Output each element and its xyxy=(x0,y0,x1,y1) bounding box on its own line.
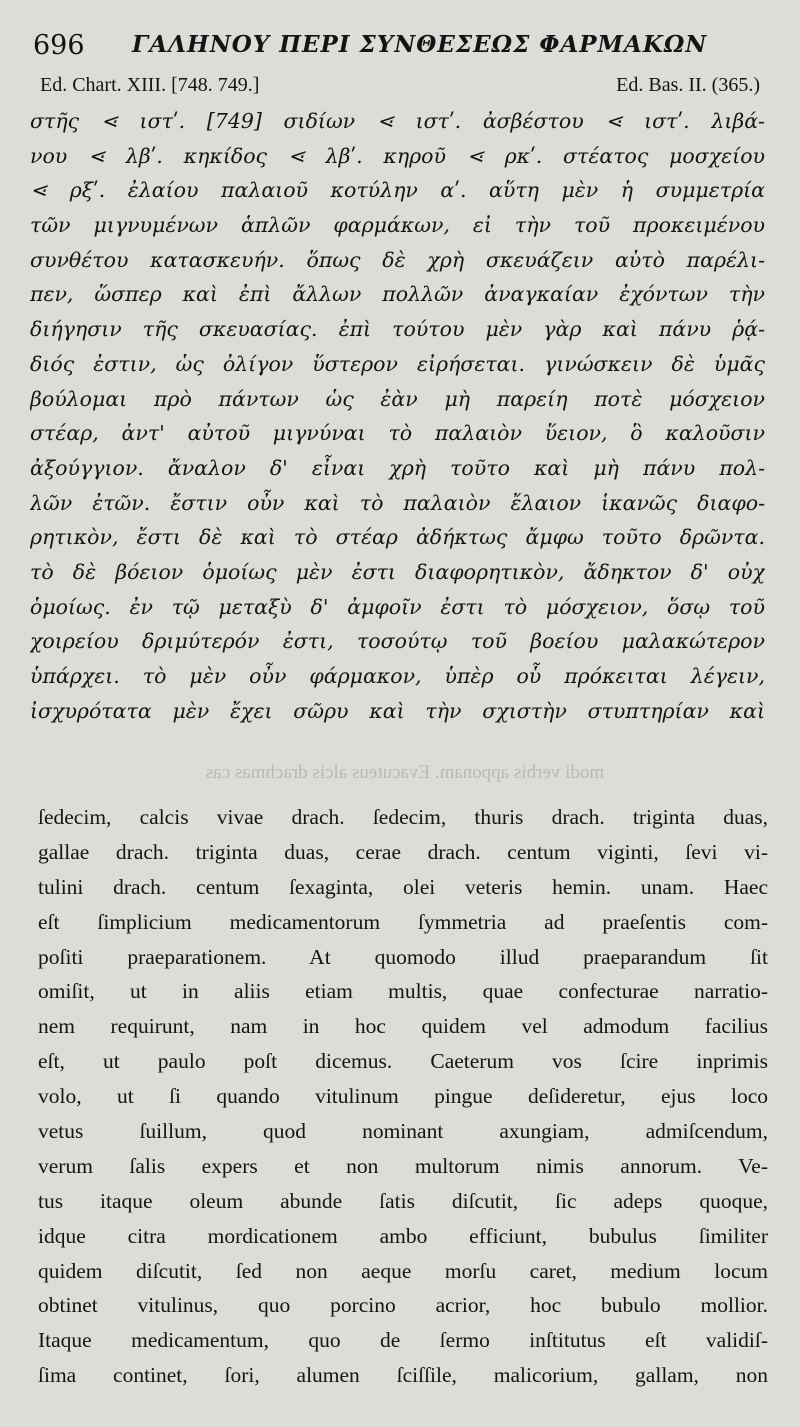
edition-references xyxy=(0,74,800,104)
latin-text-line: tulini drach. centum ſexaginta, olei veteris hemin. unam. Haec xyxy=(38,874,768,899)
latin-text-line: tus itaque oleum abunde ſatis diſcutit, ſic adeps quoque, xyxy=(38,1188,768,1213)
greek-text-line: διήγησιν τῆς σκευασίας. ἐπὶ τούτου μὲν γὰρ καὶ πάνυ ῥᾴ- xyxy=(30,317,765,342)
greek-text-line: πεν, ὥσπερ καὶ ἐπὶ ἄλλων πολλῶν ἀναγκαίαν ἐχόντων τὴν xyxy=(30,282,765,307)
page-header xyxy=(0,0,800,70)
greek-text-line: ρητικὸν, ἔστι δὲ καὶ τὸ στέαρ ἀδήκτως ἄμφω τοῦτο δρῶντα. xyxy=(30,525,765,550)
greek-text-line: στέαρ, ἀντ' αὐτοῦ μιγνύναι τὸ παλαιὸν ὕειον, ὃ καλοῦσιν xyxy=(30,421,765,446)
greek-text-line: ἀξούγγιον. ἄναλον δ' εἶναι χρὴ τοῦτο καὶ μὴ πάνυ πολ- xyxy=(30,455,765,480)
latin-text-line: nem requirunt, nam in hoc quidem vel admodum facilius xyxy=(38,1014,768,1039)
greek-text-line: στῆς ⋖ ιστʹ. [749] σιδίων ⋖ ιστʹ. ἀσβέστου ⋖ ιστʹ. λιβά- xyxy=(30,109,765,133)
latin-text-line: poſiti praeparationem. At quomodo illud praeparandum ſit xyxy=(38,944,768,969)
greek-text-line: βούλομαι πρὸ πάντων ὡς ἐὰν μὴ παρείη ποτὲ μόσχειον xyxy=(30,386,765,411)
latin-text-line: idque citra mordicationem ambo efficiunt, bubulus ſimiliter xyxy=(38,1223,768,1248)
greek-text-line: διός ἐστιν, ὡς ὀλίγον ὕστερον εἰρήσεται. γινώσκειν δὲ ὑμᾶς xyxy=(30,351,765,376)
latin-text-line: vetus ſuillum, quod nominant axungiam, admiſcendum, xyxy=(38,1119,768,1144)
latin-text-line: volo, ut ſi quando vitulinum pingue deſideretur, ejus loco xyxy=(38,1084,768,1109)
latin-text-line: ſima continet, ſori, alumen ſciſſile, malicorium, gallam, non xyxy=(38,1363,768,1388)
latin-text-line: ſedecim, calcis vivae drach. ſedecim, thuris drach. triginta duas, xyxy=(38,805,768,829)
greek-text-line: τὸ δὲ βόειον ὁμοίως μὲν ἐστι διαφορητικὸν, ἄδηκτον δ' οὐχ xyxy=(30,559,765,584)
latin-text-block xyxy=(38,800,768,1393)
latin-text-line: quidem diſcutit, ſed non aeque morſu caret, medium locum xyxy=(38,1258,768,1283)
latin-text-line: omiſit, ut in aliis etiam multis, quae confecturae narratio- xyxy=(38,979,768,1004)
greek-text-line: ὁμοίως. ἐν τῷ μεταξὺ δ' ἀμφοῖν ἐστι τὸ μόσχειον, ὅσῳ τοῦ xyxy=(30,594,765,619)
running-head: ΓΑΛΗΝΟΥ ΠΕΡΙ ΣΥΝΘΕΣΕΩΣ ΦΑΡΜΑΚΩΝ xyxy=(132,31,708,58)
greek-text-line: ὑπάρχει. τὸ μὲν οὖν φάρμακον, ὑπὲρ οὗ πρόκειται λέγειν, xyxy=(30,664,765,688)
greek-text-block xyxy=(30,104,765,728)
latin-text-line: verum ſalis expers et non multorum nimis annorum. Ve- xyxy=(38,1153,768,1178)
greek-text-line: λῶν ἐτῶν. ἔστιν οὖν καὶ τὸ παλαιὸν ἔλαιον ἱκανῶς διαφο- xyxy=(30,490,765,515)
edition-basel: Ed. Bas. II. (365.) xyxy=(616,74,760,96)
greek-text-line: συνθέτου κατασκευήν. ὅπως δὲ χρὴ σκευάζειν αὐτὸ παρέλι- xyxy=(30,247,765,272)
latin-text-line: eſt ſimplicium medicamentorum ſymmetria ad praeſentis com- xyxy=(38,909,768,934)
greek-text-line: ἰσχυρότατα μὲν ἔχει σῶρυ καὶ τὴν σχιστὴν στυπτηρίαν καὶ xyxy=(30,698,765,723)
greek-text-line: χοιρείου δριμύτερόν ἐστι, τοσούτῳ τοῦ βοείου μαλακώτερον xyxy=(30,629,765,654)
latin-text-line: gallae drach. triginta duas, cerae drach. centum viginti, ſevi vi- xyxy=(38,839,768,864)
greek-text-line: ⋖ ρξʹ. ἐλαίου παλαιοῦ κοτύλην αʹ. αὕτη μὲν ἡ συμμετρία xyxy=(30,178,765,203)
greek-text-line: τῶν μιγνυμένων ἁπλῶν φαρμάκων, εἰ τὴν τοῦ προκειμένου xyxy=(30,213,765,238)
page-number: 696 xyxy=(33,30,85,61)
latin-text-line: Itaque medicamentum, quo de ſermo inſtitutus eſt validiſ- xyxy=(38,1328,768,1353)
latin-text-line: eſt, ut paulo poſt dicemus. Caeterum vos ſcire inprimis xyxy=(38,1049,768,1074)
greek-text-line: νου ⋖ λβʹ. κηκίδος ⋖ λβʹ. κηροῦ ⋖ ρκʹ. στέατος μοσχείου xyxy=(30,143,765,168)
bleed-through-shadow: modi verbis apponam. Evacuteus alcis drachmas cas xyxy=(205,762,605,783)
latin-text-line: obtinet vitulinus, quo porcino acrior, hoc bubulo mollior. xyxy=(38,1293,768,1318)
edition-chartier: Ed. Chart. XIII. [748. 749.] xyxy=(40,74,260,96)
